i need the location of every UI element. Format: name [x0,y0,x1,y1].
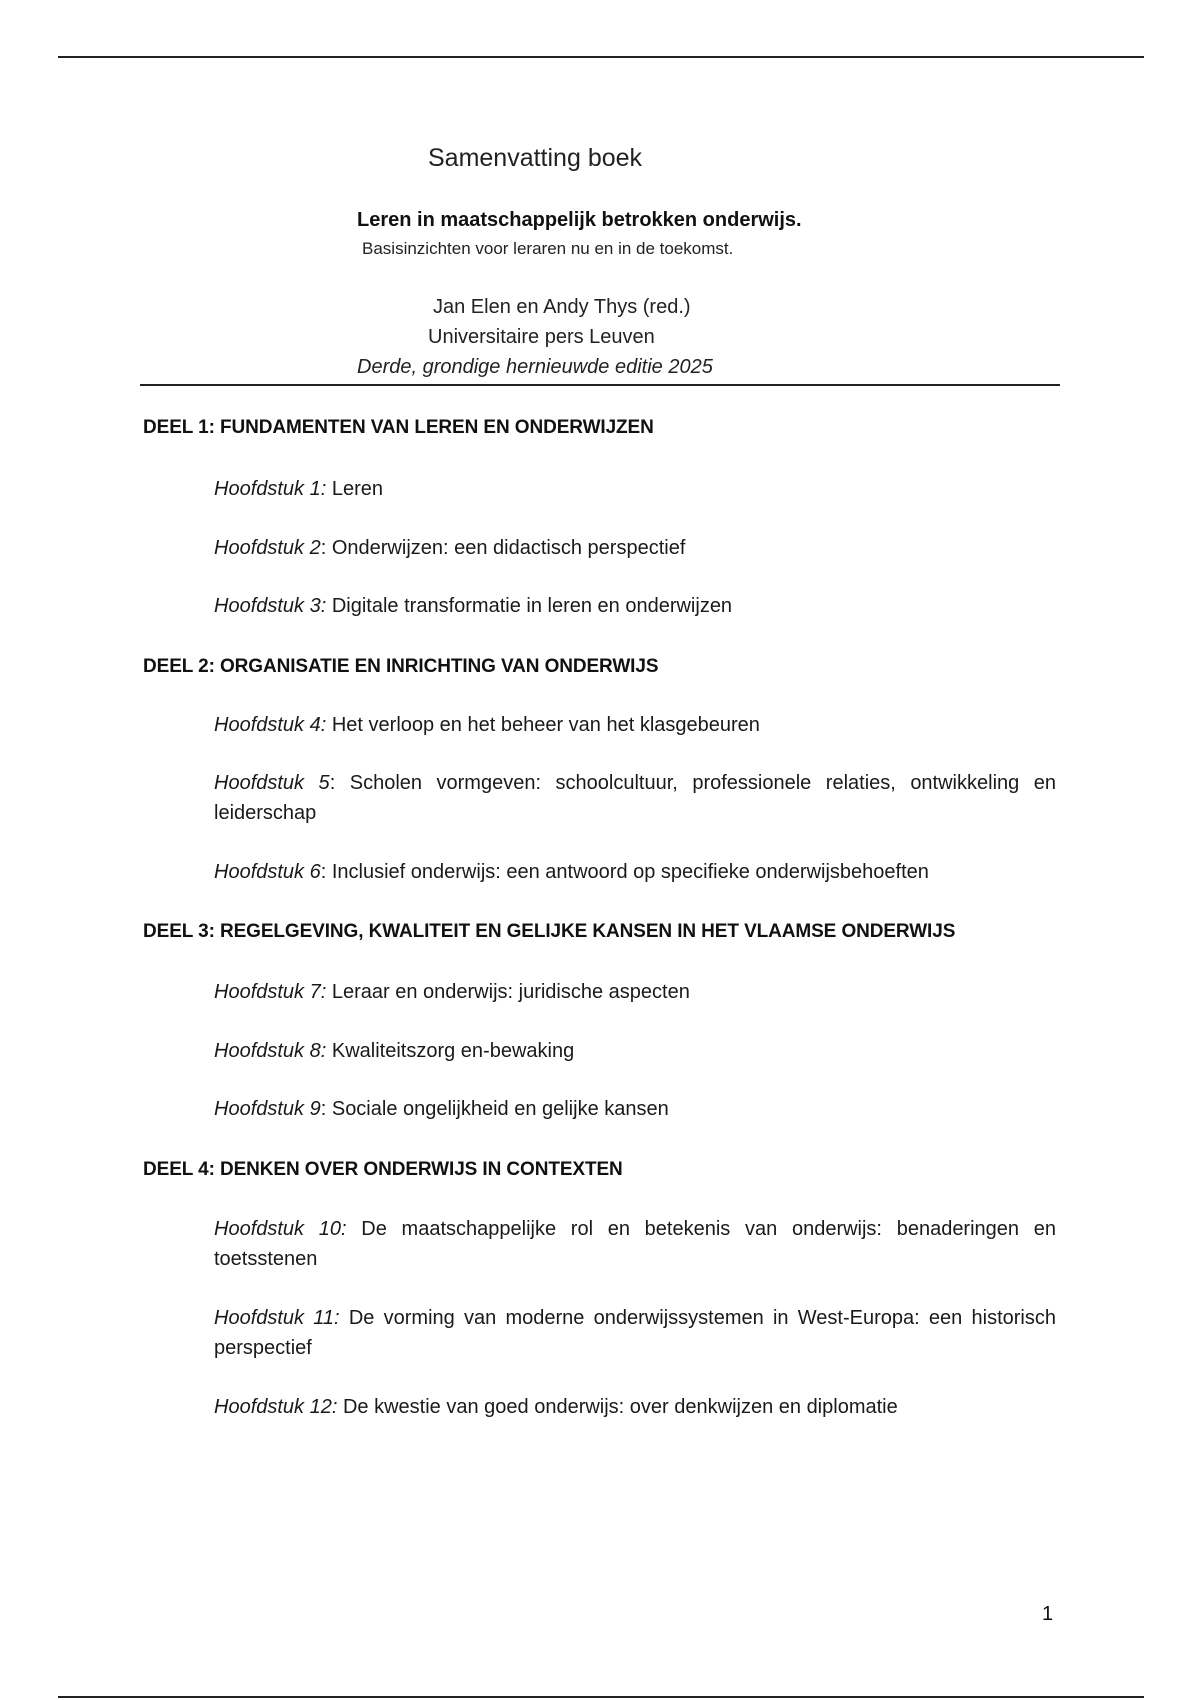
chapter-label: Hoofdstuk 8: [214,1040,327,1062]
edition: Derde, grondige hernieuwde editie 2025 [357,356,713,378]
chapter-label: Hoofdstuk 6 [214,861,321,883]
page-number: 1 [1042,1603,1054,1625]
chapter-label: Hoofdstuk 10: [214,1218,347,1240]
chapter-item [214,977,1056,1007]
chapter-item [214,1036,1056,1066]
chapter-item [214,591,1056,621]
chapter-title: Digitale transformatie in leren en onderwijzen [326,595,733,617]
chapter-label: Hoofdstuk 12: [214,1396,338,1418]
chapter-item [214,1303,1056,1363]
chapter-label: Hoofdstuk 3: [214,595,327,617]
chapter-item [214,768,1056,828]
document-title: Samenvatting boek [428,144,643,172]
authors: Jan Elen en Andy Thys (red.) [433,296,691,318]
chapter-item [214,710,1056,740]
chapter-item [214,1392,1056,1422]
part-heading-1: DEEL 1: FUNDAMENTEN VAN LEREN EN ONDERWIJZEN [143,417,654,438]
chapter-item [214,1094,1056,1124]
book-subtitle: Basisinzichten voor leraren nu en in de toekomst. [362,239,734,258]
chapter-title: : Inclusief onderwijs: een antwoord op specifieke onderwijsbehoeften [320,861,929,883]
bottom-rule [58,1696,1144,1698]
chapter-label: Hoofdstuk 2 [214,537,321,559]
chapter-title: Leren [326,478,384,500]
chapter-item [214,474,1056,504]
header-rule [140,384,1060,386]
chapter-title: Het verloop en het beheer van het klasgebeuren [326,714,760,736]
chapter-label: Hoofdstuk 9 [214,1098,321,1120]
chapter-title: Kwaliteitszorg en-bewaking [326,1040,575,1062]
chapter-label: Hoofdstuk 7: [214,981,327,1003]
chapter-title: De kwestie van goed onderwijs: over denkwijzen en diplomatie [337,1396,898,1418]
chapter-item [214,1214,1056,1274]
chapter-title: : Onderwijzen: een didactisch perspectief [320,537,686,559]
part-heading-4: DEEL 4: DENKEN OVER ONDERWIJS IN CONTEXTEN [143,1159,623,1180]
chapter-label: Hoofdstuk 5 [214,772,330,794]
chapter-title: Leraar en onderwijs: juridische aspecten [326,981,690,1003]
chapter-title: : Scholen vormgeven: schoolcultuur, professionele relaties, ontwikkeling en leiderschap [214,772,1057,824]
chapter-title: : Sociale ongelijkheid en gelijke kansen [320,1098,669,1120]
part-heading-2: DEEL 2: ORGANISATIE EN INRICHTING VAN ONDERWIJS [143,656,659,677]
chapter-item [214,857,1056,887]
chapter-title: De maatschappelijke rol en betekenis van onderwijs: benaderingen en toetsstenen [214,1218,1056,1270]
part-heading-3: DEEL 3: REGELGEVING, KWALITEIT EN GELIJKE KANSEN IN HET VLAAMSE ONDERWIJS [143,921,956,942]
chapter-label: Hoofdstuk 1: [214,478,327,500]
chapter-title: De vorming van moderne onderwijssystemen in West-Europa: een historisch perspectief [214,1307,1056,1359]
chapter-item [214,533,1056,563]
publisher: Universitaire pers Leuven [428,326,655,348]
chapter-label: Hoofdstuk 11: [214,1307,340,1329]
chapter-label: Hoofdstuk 4: [214,714,327,736]
top-rule [58,56,1144,58]
book-title: Leren in maatschappelijk betrokken onderwijs. [357,209,802,231]
